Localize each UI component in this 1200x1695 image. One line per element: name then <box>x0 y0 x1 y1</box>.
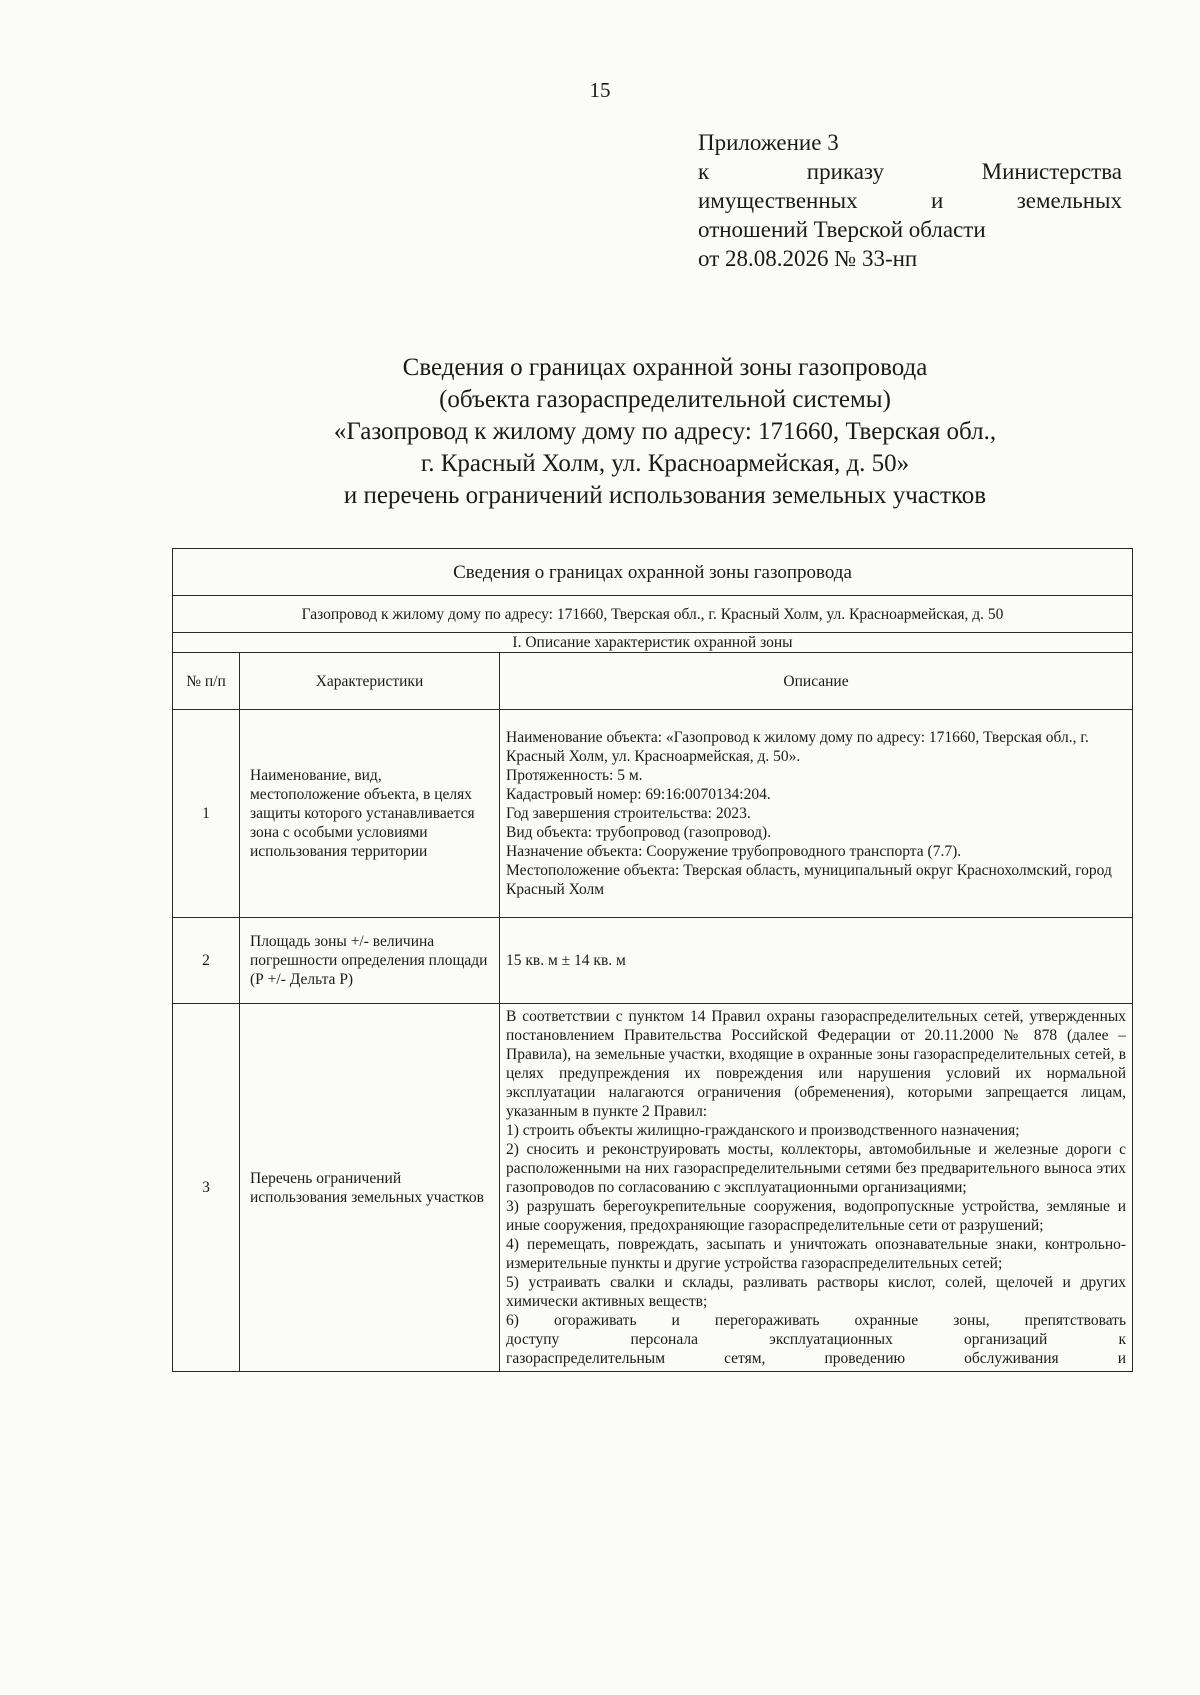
appendix-block <box>698 128 1122 273</box>
appendix-line: от 28.08.2026 № 33-нп <box>698 246 918 271</box>
description-line: Год завершения строительства: 2023. <box>506 805 751 822</box>
table-row <box>173 918 1133 1004</box>
title-line: «Газопровод к жилому дому по адресу: 171660, Тверская обл., <box>333 418 997 445</box>
page-number: 15 <box>589 78 611 102</box>
description-line: Кадастровый номер: 69:16:0070134:204. <box>506 786 771 803</box>
column-header-description: Описание <box>500 653 1133 710</box>
appendix-line: к приказу Министерства <box>698 159 1122 184</box>
document-title <box>170 352 1160 512</box>
table-section-heading: I. Описание характеристик охранной зоны <box>173 633 1133 653</box>
column-header-number: № п/п <box>173 653 240 710</box>
table-caption: Сведения о границах охранной зоны газопровода <box>173 549 1133 596</box>
description-line: Местоположение объекта: Тверская область, муниципальный округ Краснохолмский, город Красный Холм <box>506 862 1112 898</box>
title-line: Сведения о границах охранной зоны газопровода <box>402 354 928 381</box>
restriction-item-line: газораспределительным сетям, проведению обслуживания и <box>506 1350 1127 1367</box>
restriction-item: 2) сносить и реконструировать мосты, коллекторы, автомобильные и железные дороги с расположенными на них газораспределительными сетями без предварительного выноса этих газопроводов по согласованию с эксплуатационными организациями; <box>506 1141 1127 1196</box>
table-row <box>173 710 1133 918</box>
restriction-item: 4) перемещать, повреждать, засыпать и уничтожать опознавательные знаки, контрольно-измерительные пункты и другие устройства газораспределительных сетей; <box>506 1236 1127 1272</box>
table-row <box>173 1004 1133 1372</box>
row-characteristic: Площадь зоны +/- величина погрешности определения площади (Р +/- Дельта Р) <box>240 918 500 1004</box>
appendix-line: отношений Тверской области <box>698 217 986 242</box>
restriction-item-line: 6) огораживать и перегораживать охранные зоны, препятствовать <box>506 1312 1127 1329</box>
row-description: 15 кв. м ± 14 кв. м <box>500 918 1133 1004</box>
title-line: г. Красный Холм, ул. Красноармейская, д. 50» <box>420 450 910 477</box>
description-line: Протяженность: 5 м. <box>506 767 643 784</box>
row-number: 1 <box>173 710 240 918</box>
row-number: 2 <box>173 918 240 1004</box>
description-intro: В соответствии с пунктом 14 Правил охраны газораспределительных сетей, утвержденных постановлением Правительства Российской Федерации от 20.11.2000 № 878 (далее – Правила), на земельные участки, входящие в охранные зоны газораспределительных сетей, в целях предупреждения их повреждения или нарушения условий их нормальной эксплуатации налагаются ограничения (обременения), которыми запрещается лицам, указанным в пункте 2 Правил: <box>506 1008 1127 1120</box>
restriction-item-line: доступу персонала эксплуатационных организаций к <box>506 1331 1127 1348</box>
restriction-item: 3) разрушать берегоукрепительные сооружения, водопропускные устройства, земляные и иные сооружения, предохраняющие газораспределительные сети от разрушений; <box>506 1198 1127 1234</box>
table-object-name: Газопровод к жилому дому по адресу: 171660, Тверская обл., г. Красный Холм, ул. Красноармейская, д. 50 <box>173 596 1133 633</box>
row-description <box>500 710 1133 918</box>
title-line: и перечень ограничений использования земельных участков <box>343 482 987 509</box>
restriction-item: 5) устраивать свалки и склады, разливать растворы кислот, солей, щелочей и других химически активных веществ; <box>506 1274 1127 1310</box>
row-description <box>500 1004 1133 1372</box>
row-characteristic: Наименование, вид, местоположение объекта, в целях защиты которого устанавливается зона с особыми условиями использования территории <box>240 710 500 918</box>
zone-table <box>172 548 1133 1372</box>
row-characteristic: Перечень ограничений использования земельных участков <box>240 1004 500 1372</box>
description-line: Назначение объекта: Сооружение трубопроводного транспорта (7.7). <box>506 843 962 860</box>
description-line: Наименование объекта: «Газопровод к жилому дому по адресу: 171660, Тверская обл., г. Красный Холм, ул. Красноармейская, д. 50». <box>506 729 1089 765</box>
appendix-line: Приложение 3 <box>698 130 839 155</box>
column-header-characteristics: Характеристики <box>240 653 500 710</box>
restriction-item: 1) строить объекты жилищно-гражданского и производственного назначения; <box>506 1122 1020 1139</box>
title-line: (объекта газораспределительной системы) <box>439 386 891 413</box>
description-line: Вид объекта: трубопровод (газопровод). <box>506 824 772 841</box>
table-header-row <box>173 653 1133 710</box>
appendix-line: имущественных и земельных <box>698 188 1122 213</box>
row-number: 3 <box>173 1004 240 1372</box>
